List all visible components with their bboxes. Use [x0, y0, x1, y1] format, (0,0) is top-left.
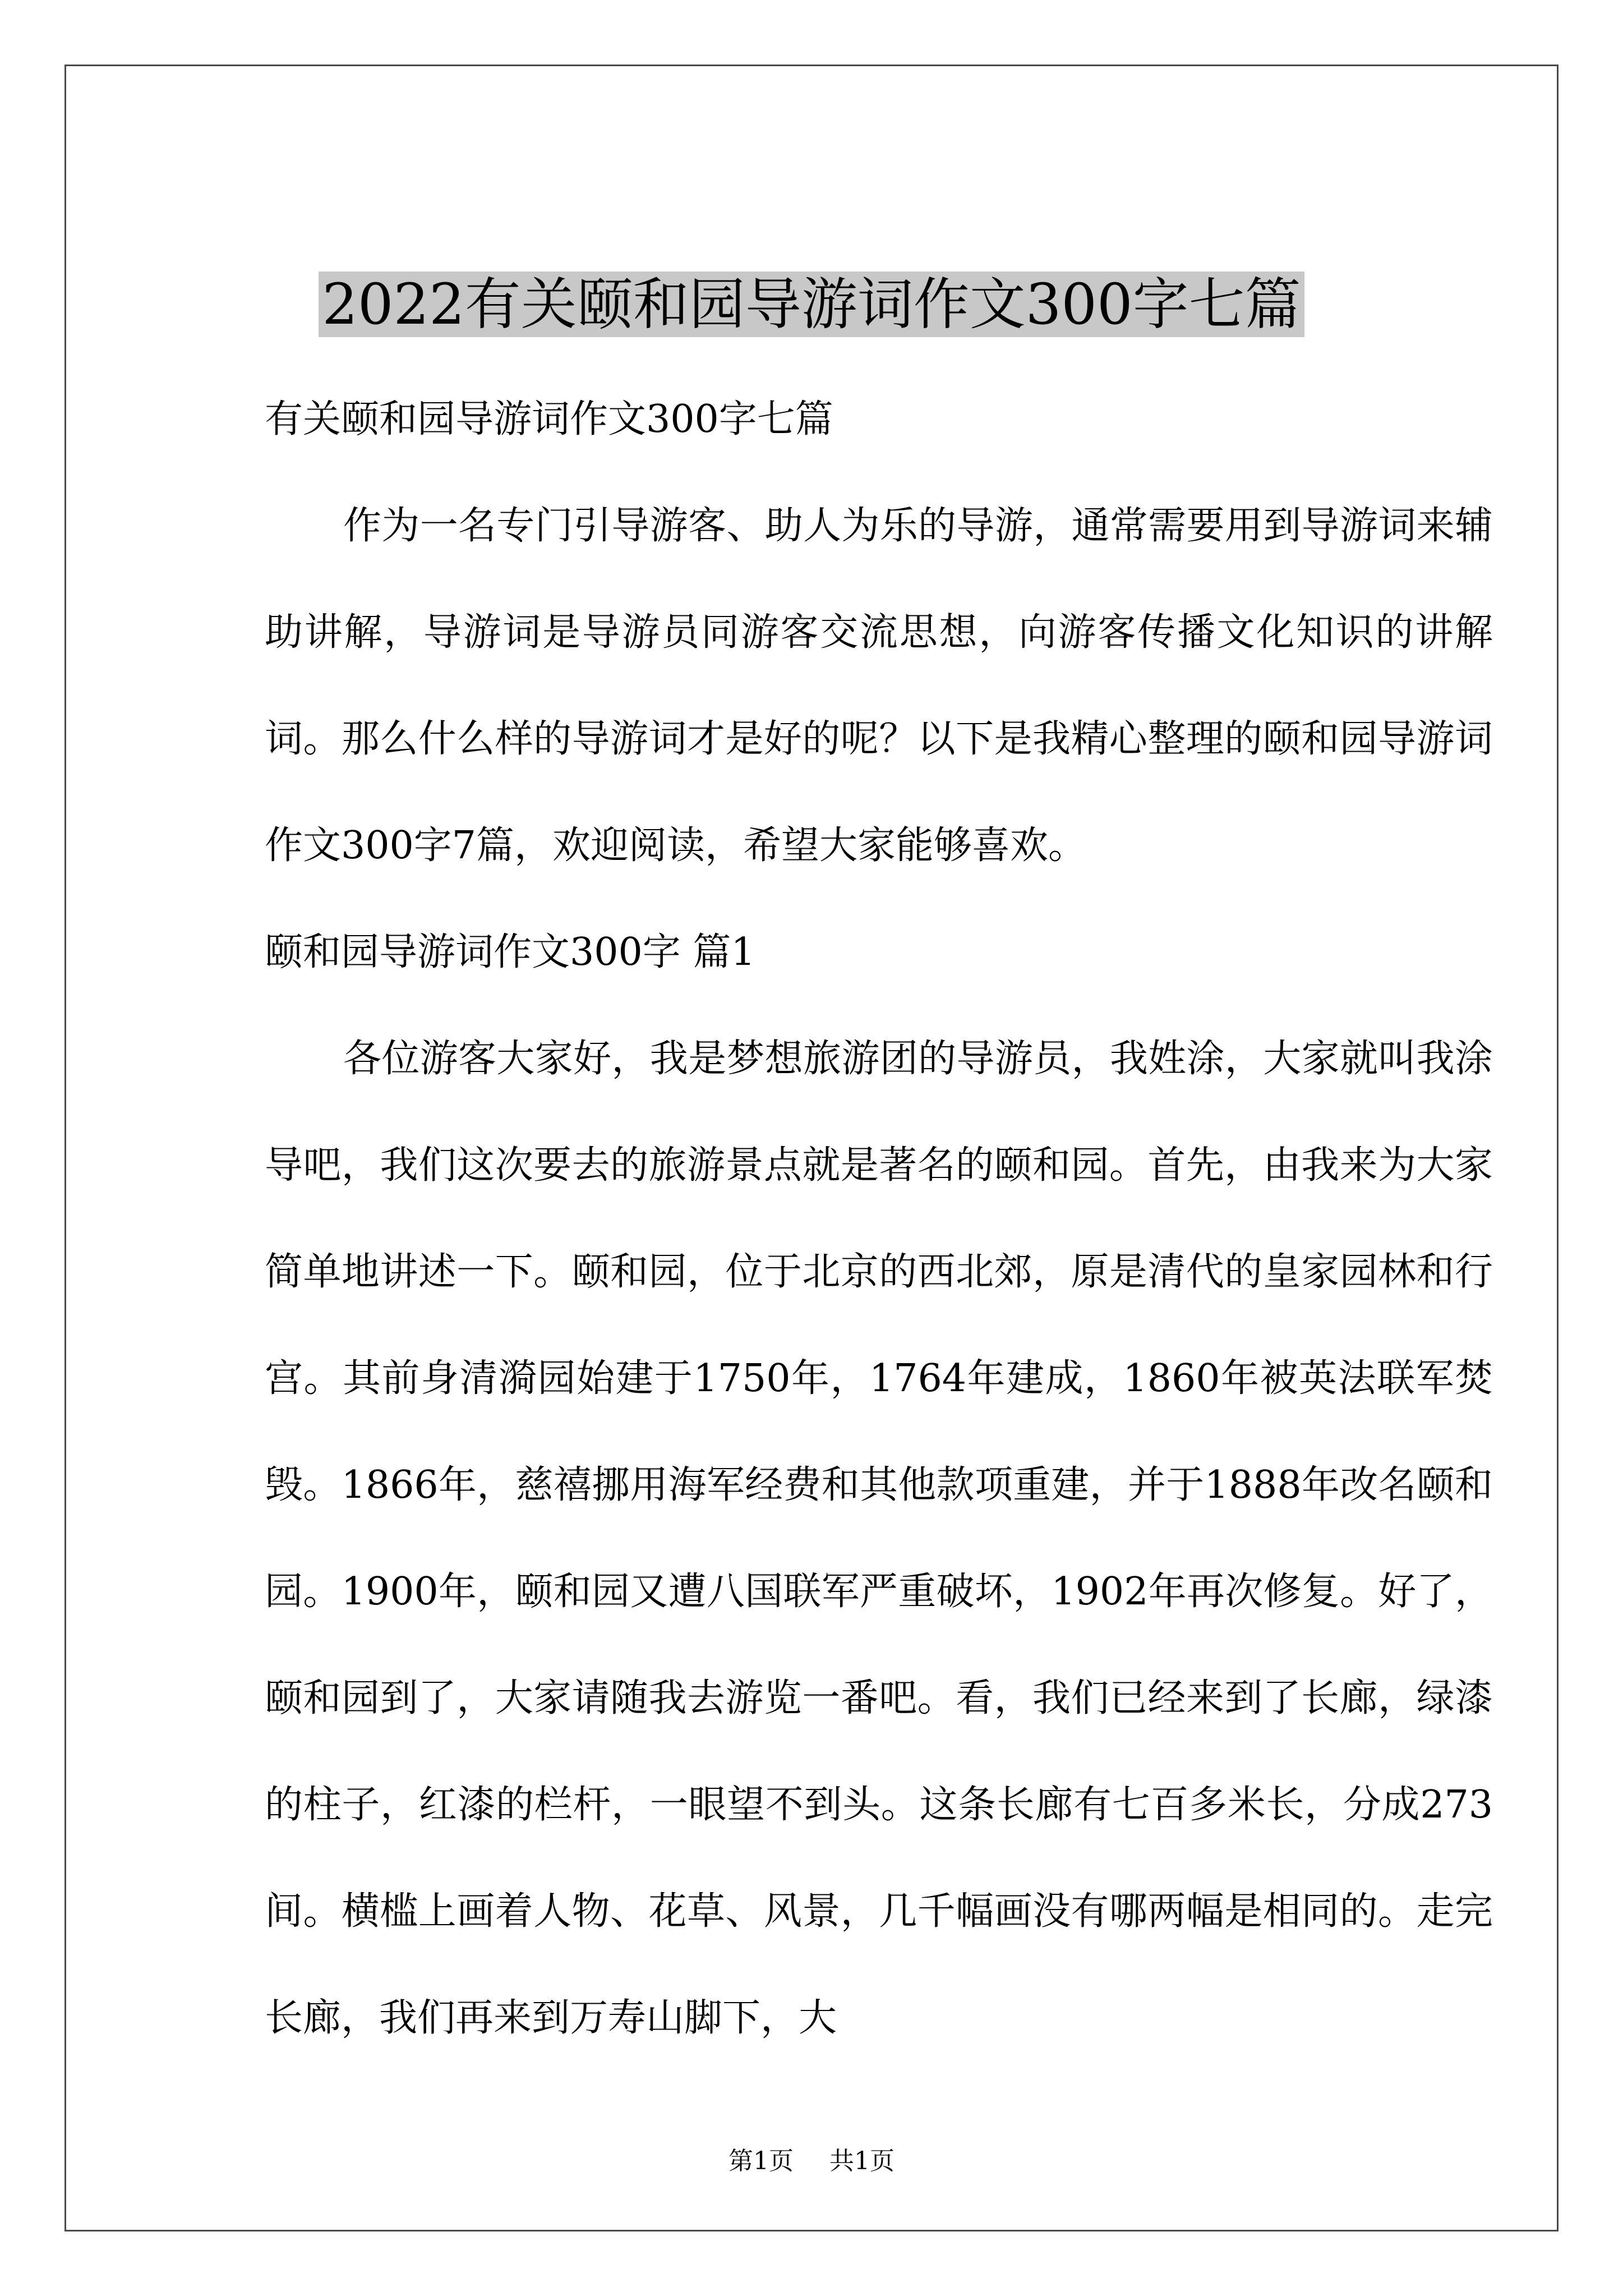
page-footer: [66, 2141, 1557, 2177]
document-page: [64, 65, 1559, 2231]
document-subtitle: 有关颐和园导游词作文300字七篇: [265, 397, 833, 441]
intro-paragraph: 作为一名专门引导游客、助人为乐的导游，通常需要用到导游词来辅助讲解，导游词是导游员同游客交流思想，向游客传播文化知识的讲解词。那么什么样的导游词才是好的呢？以下是我精心整理的颐和园导游词作文300字7篇，欢迎阅读，希望大家能够喜欢。: [265, 504, 1493, 868]
document-title-text: 2022有关颐和园导游词作文300字七篇: [319, 272, 1304, 337]
section-paragraph: 各位游客大家好，我是梦想旅游团的导游员，我姓涂，大家就叫我涂导吧，我们这次要去的旅游景点就是著名的颐和园。首先，由我来为大家简单地讲述一下。颐和园，位于北京的西北郊，原是清代的皇家园林和行宫。其前身清漪园始建于1750年，1764年建成，1860年被英法联军焚毁。1866年，慈禧挪用海军经费和其他款项重建，并于1888年改名颐和园。1900年，颐和园又遭八国联军严重破坏，1902年再次修复。好了，颐和园到了，大家请随我去游览一番吧。看，我们已经来到了长廊，绿漆的柱子，红漆的栏杆，一眼望不到头。这条长廊有七百多米长，分成273间。横槛上画着人物、花草、风景，几千幅画没有哪两幅是相同的。走完长廊，我们再来到万寿山脚下，大: [265, 1037, 1493, 2040]
section-heading: 颐和园导游词作文300字 篇1: [265, 930, 755, 974]
page-number: 第1页: [728, 2147, 794, 2175]
document-body: [265, 366, 1493, 2072]
document-title: [66, 265, 1557, 344]
page-total: 共1页: [829, 2147, 895, 2175]
